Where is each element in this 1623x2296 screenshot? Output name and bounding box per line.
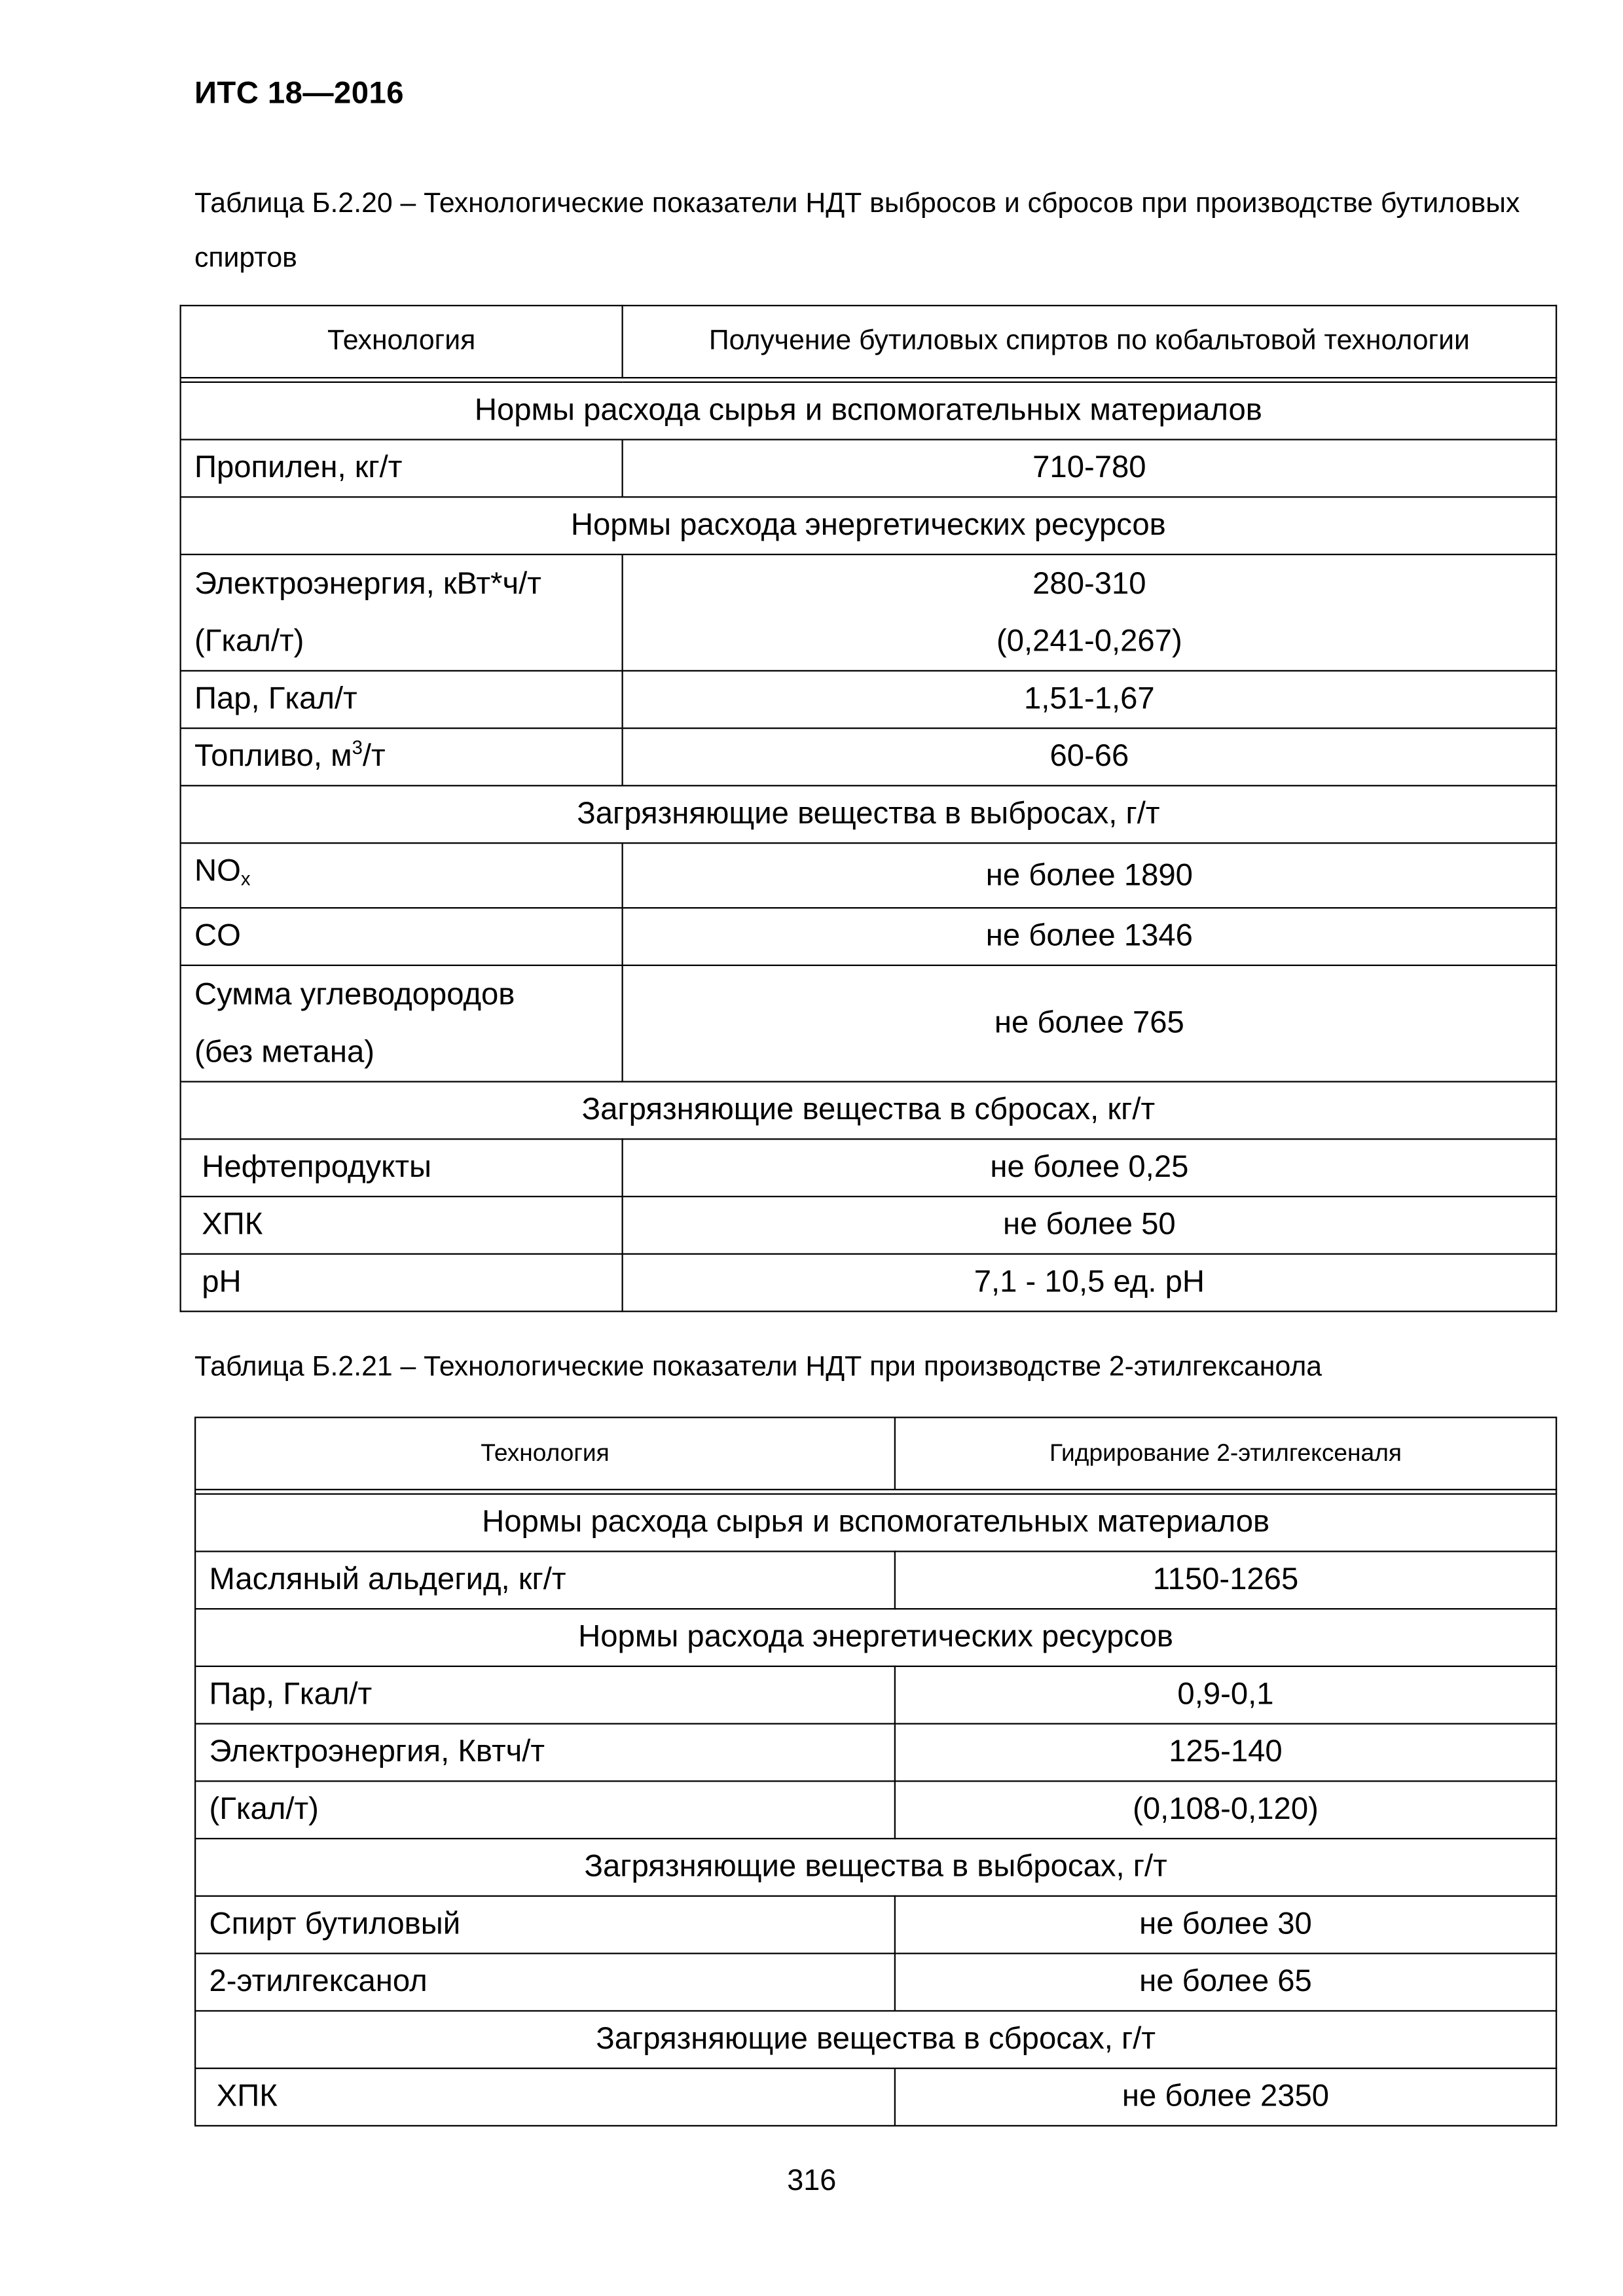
row-label-electricity (181, 554, 623, 671)
row-value-steam: 0,9-0,1 (895, 1666, 1556, 1724)
table-row (195, 1551, 1556, 1609)
table-row (181, 728, 1557, 786)
section-emissions: Загрязняющие вещества в выбросах, г/т (195, 1839, 1556, 1896)
table-row (181, 440, 1557, 497)
table-row (181, 843, 1557, 908)
table-row (195, 1954, 1556, 2011)
table-b-2-20 (180, 305, 1558, 1312)
table-row (181, 908, 1557, 965)
fuel-label-superscript: 3 (352, 736, 363, 759)
section-row (181, 382, 1557, 440)
row-label-ph: pH (181, 1254, 623, 1312)
electricity-label-line2: (Гкал/т) (194, 624, 304, 658)
table-row (181, 671, 1557, 728)
table-row (195, 2068, 1556, 2126)
nox-label-subscript: x (240, 867, 251, 889)
fuel-label-tail: /т (362, 739, 386, 774)
row-value-electricity (623, 554, 1557, 671)
row-value-butanol: не более 30 (895, 1896, 1556, 1954)
row-label-hydrocarbons (181, 965, 623, 1082)
row-label-fuel (181, 728, 623, 786)
table-row (195, 1896, 1556, 1954)
section-row (195, 1839, 1556, 1896)
row-label-electricity: Электроэнергия, Квтч/т (195, 1724, 895, 1782)
row-value-co: не более 1346 (623, 908, 1557, 965)
row-value-cod: не более 50 (623, 1196, 1557, 1254)
row-value-ph: 7,1 - 10,5 ед. pH (623, 1254, 1557, 1312)
row-label-nox (181, 843, 623, 908)
table-caption-b-2-21: Таблица Б.2.21 – Технологические показатели НДТ при производстве 2-этилгексанола (194, 1352, 1322, 1383)
section-emissions: Загрязняющие вещества в выбросах, г/т (181, 785, 1557, 843)
row-value-hydrocarbons: не более 765 (623, 965, 1557, 1082)
row-label-cod: ХПК (181, 1196, 623, 1254)
header-technology: Технология (181, 306, 623, 378)
table-row (181, 965, 1557, 1082)
table-header-row (181, 306, 1557, 378)
section-discharges: Загрязняющие вещества в сбросах, г/т (195, 2011, 1556, 2068)
section-row (181, 497, 1557, 554)
electricity-value-line1: 280-310 (1032, 567, 1146, 601)
row-label-oil-products: Нефтепродукты (181, 1139, 623, 1196)
table-row (181, 1196, 1557, 1254)
header-technology-name: Получение бутиловых спиртов по кобальтовой технологии (623, 306, 1557, 378)
row-value-oil-products: не более 0,25 (623, 1139, 1557, 1196)
electricity-label-line1: Электроэнергия, кВт*ч/т (194, 567, 541, 601)
row-label-butyraldehyde: Масляный альдегид, кг/т (195, 1551, 895, 1609)
header-technology: Технология (195, 1418, 895, 1490)
table-row (181, 554, 1557, 671)
row-label-electricity-gcal: (Гкал/т) (195, 1781, 895, 1839)
section-row (181, 785, 1557, 843)
document-code: ИТС 18—2016 (194, 77, 404, 111)
row-label-butanol: Спирт бутиловый (195, 1896, 895, 1954)
table-row (195, 1724, 1556, 1782)
row-value-steam: 1,51-1,67 (623, 671, 1557, 728)
section-row (195, 1609, 1556, 1666)
section-energy: Нормы расхода энергетических ресурсов (195, 1609, 1556, 1666)
row-value-butyraldehyde: 1150-1265 (895, 1551, 1556, 1609)
section-discharges: Загрязняющие вещества в сбросах, кг/т (181, 1082, 1557, 1139)
row-label-steam: Пар, Гкал/т (195, 1666, 895, 1724)
header-separator (195, 1490, 1556, 1494)
table-row (181, 1139, 1557, 1196)
row-value-cod: не более 2350 (895, 2068, 1556, 2126)
hydrocarbons-label-line1: Сумма углеводородов (194, 978, 515, 1012)
header-technology-name: Гидрирование 2-этилгексеналя (895, 1418, 1556, 1490)
table-row (195, 1666, 1556, 1724)
table-row (195, 1781, 1556, 1839)
row-value-nox: не более 1890 (623, 843, 1557, 908)
row-label-steam: Пар, Гкал/т (181, 671, 623, 728)
section-row (195, 2011, 1556, 2068)
row-label-propylene: Пропилен, кг/т (181, 440, 623, 497)
row-value-ethylhexanol: не более 65 (895, 1954, 1556, 2011)
table-row (181, 1254, 1557, 1312)
page-number: 316 (787, 2164, 837, 2197)
row-label-ethylhexanol: 2-этилгексанол (195, 1954, 895, 2011)
hydrocarbons-label-line2: (без метана) (194, 1035, 374, 1069)
section-row (181, 1082, 1557, 1139)
section-row (195, 1494, 1556, 1552)
row-value-propylene: 710-780 (623, 440, 1557, 497)
table-header-row (195, 1418, 1556, 1490)
row-value-fuel: 60-66 (623, 728, 1557, 786)
row-label-co: CO (181, 908, 623, 965)
fuel-label-text: Топливо, м (194, 739, 352, 774)
row-value-electricity: 125-140 (895, 1724, 1556, 1782)
header-separator (181, 378, 1557, 382)
nox-label-text: NO (194, 854, 241, 888)
section-energy: Нормы расхода энергетических ресурсов (181, 497, 1557, 554)
section-raw-materials: Нормы расхода сырья и вспомогательных материалов (195, 1494, 1556, 1552)
row-label-cod: ХПК (195, 2068, 895, 2126)
table-b-2-21 (194, 1417, 1557, 2127)
section-raw-materials: Нормы расхода сырья и вспомогательных материалов (181, 382, 1557, 440)
electricity-value-line2: (0,241-0,267) (996, 624, 1182, 658)
table-caption-b-2-20: Таблица Б.2.20 – Технологические показатели НДТ выбросов и сбросов при производстве бутиловых спиртов (194, 188, 1520, 274)
row-value-electricity-gcal: (0,108-0,120) (895, 1781, 1556, 1839)
